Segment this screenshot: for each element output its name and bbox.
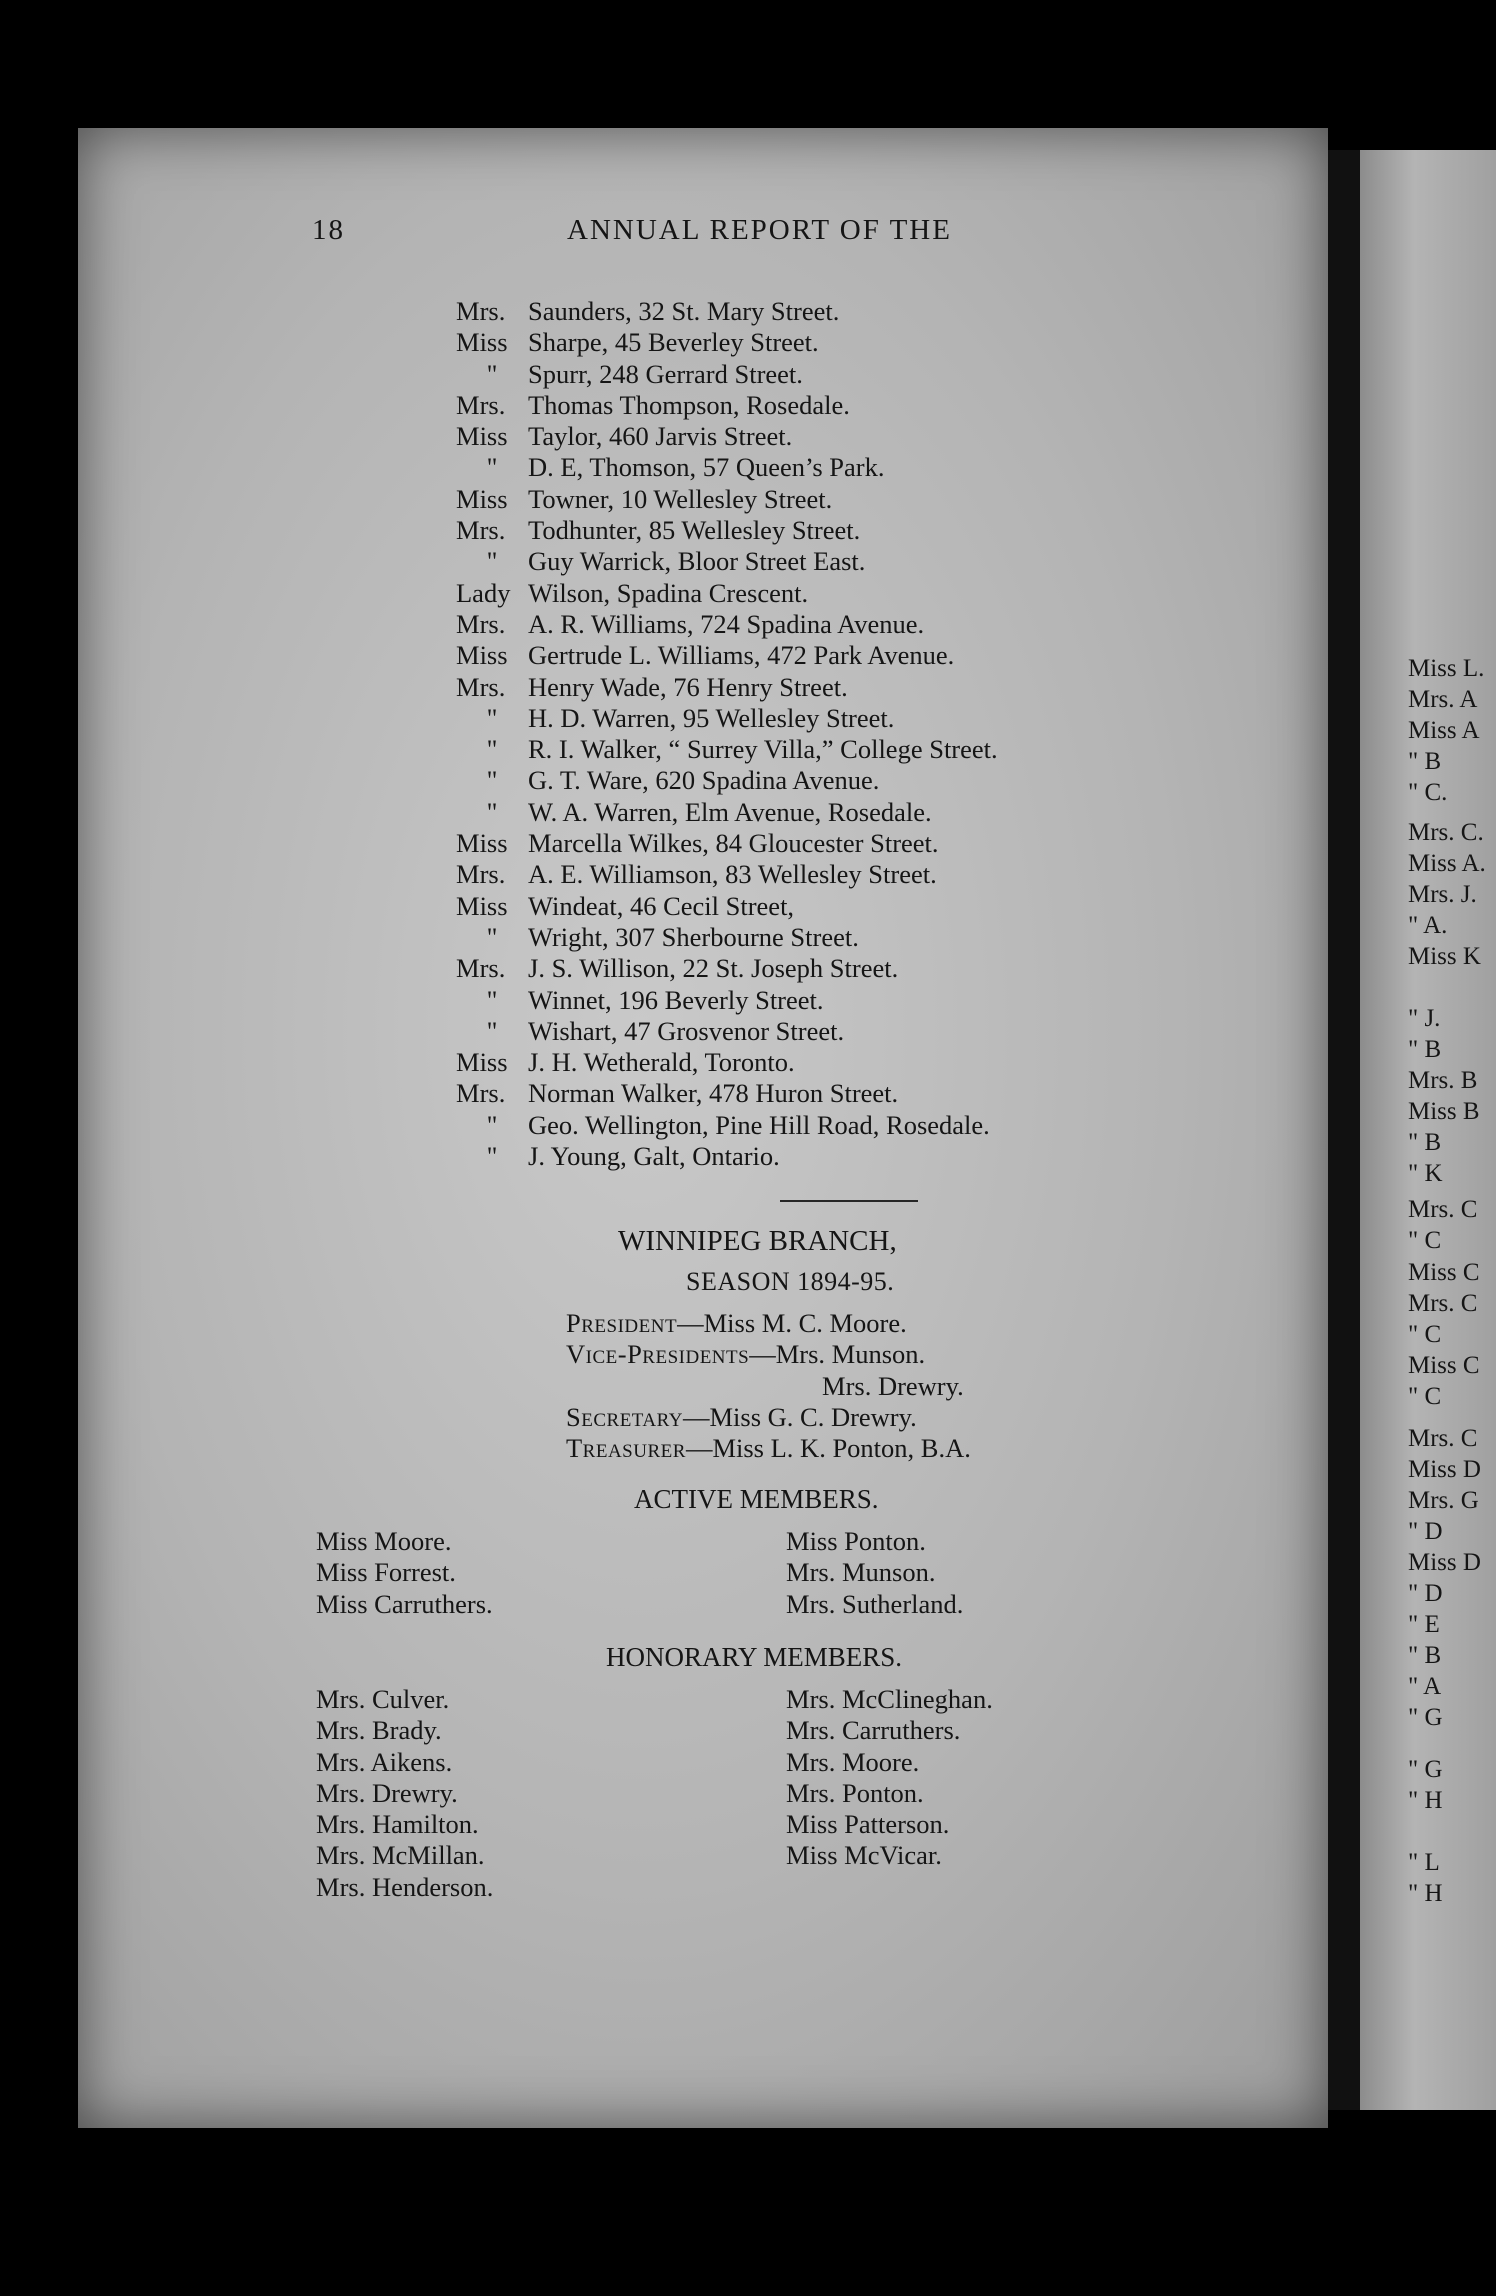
- list-item: [456, 985, 998, 1016]
- title-prefix: Miss: [456, 483, 508, 514]
- entry-text: H. D. Warren, 95 Wellesley Street.: [528, 702, 895, 733]
- book-gutter: [1328, 150, 1360, 2110]
- member-name: Mrs. Hamilton.: [316, 1809, 479, 1840]
- entry-text: Taylor, 460 Jarvis Street.: [528, 421, 793, 452]
- list-item: [456, 421, 998, 452]
- officer-name: —Miss L. K. Ponton, B.A.: [685, 1433, 971, 1464]
- entry-text: Gertrude L. Williams, 472 Park Avenue.: [528, 640, 955, 671]
- facing-page-line: " D: [1408, 1518, 1443, 1545]
- facing-page-line: Miss B: [1408, 1098, 1480, 1125]
- active-members-heading: ACTIVE MEMBERS.: [634, 1484, 879, 1514]
- member-name: Mrs. Ponton.: [786, 1777, 924, 1808]
- facing-page-line: " A.: [1408, 912, 1448, 939]
- ditto-mark: ": [486, 796, 498, 827]
- list-item: [456, 765, 998, 796]
- facing-page-line: Miss A: [1408, 717, 1480, 744]
- entry-text: G. T. Ware, 620 Spadina Avenue.: [528, 765, 880, 796]
- ditto-mark: ": [486, 984, 498, 1015]
- facing-page-line: " E: [1408, 1611, 1440, 1638]
- facing-page-line: Mrs. J.: [1408, 881, 1477, 908]
- entry-text: Wright, 307 Sherbourne Street.: [528, 921, 859, 952]
- list-item: [456, 828, 998, 859]
- title-prefix: Mrs.: [456, 859, 506, 890]
- facing-page-line: " H: [1408, 1880, 1443, 1907]
- facing-page-line: " C: [1408, 1321, 1442, 1348]
- entry-text: A. E. Williamson, 83 Wellesley Street.: [528, 859, 937, 890]
- facing-page-line: " C: [1408, 1227, 1442, 1254]
- entry-text: J. H. Wetherald, Toronto.: [528, 1047, 795, 1078]
- facing-page-line: " G: [1408, 1704, 1443, 1731]
- list-item: [456, 578, 998, 609]
- member-name: Miss Patterson.: [786, 1809, 950, 1840]
- member-name: Miss Moore.: [316, 1526, 452, 1556]
- entry-text: Henry Wade, 76 Henry Street.: [528, 671, 848, 702]
- facing-page-line: Mrs. A: [1408, 686, 1478, 713]
- season-text: SEASON 1894-95.: [686, 1267, 895, 1296]
- list-item: [456, 609, 998, 640]
- ditto-mark: ": [486, 702, 498, 733]
- page-header: [312, 214, 1212, 254]
- member-name: Mrs. Sutherland.: [786, 1588, 964, 1619]
- page-number: 18: [312, 214, 345, 246]
- list-item: [456, 1141, 998, 1172]
- entry-text: Thomas Thompson, Rosedale.: [528, 389, 850, 420]
- entry-text: A. R. Williams, 724 Spadina Avenue.: [528, 608, 925, 639]
- entry-text: Geo. Wellington, Pine Hill Road, Rosedale.: [528, 1109, 990, 1140]
- list-item: [456, 859, 998, 890]
- list-item: [456, 734, 998, 765]
- ditto-mark: ": [486, 546, 498, 577]
- entry-text: J. S. Willison, 22 St. Joseph Street.: [528, 953, 899, 984]
- list-item: [456, 953, 998, 984]
- list-item: [456, 1078, 998, 1109]
- entry-text: Marcella Wilkes, 84 Gloucester Street.: [528, 828, 939, 859]
- list-item: [456, 1110, 998, 1141]
- entry-text: Guy Warrick, Bloor Street East.: [528, 546, 866, 577]
- title-prefix: Mrs.: [456, 515, 506, 546]
- title-prefix: Mrs.: [456, 608, 506, 639]
- entry-text: Windeat, 46 Cecil Street,: [528, 890, 795, 921]
- member-name: Miss Carruthers.: [316, 1588, 493, 1619]
- facing-page-line: " B: [1408, 1129, 1442, 1156]
- facing-page-line: Mrs. C: [1408, 1290, 1478, 1317]
- member-name: Miss Ponton.: [786, 1526, 926, 1556]
- ditto-mark: ": [486, 452, 498, 483]
- honorary-members-heading: HONORARY MEMBERS.: [606, 1642, 903, 1672]
- title-prefix: Miss: [456, 640, 508, 671]
- member-name: Mrs. Carruthers.: [786, 1715, 961, 1746]
- facing-page-line: " G: [1408, 1756, 1443, 1783]
- active-members-right-column: [786, 1526, 963, 1620]
- facing-page-line: " C.: [1408, 779, 1448, 806]
- honorary-members-right-column: [786, 1684, 993, 1872]
- section-divider: [780, 1200, 918, 1202]
- member-name: Mrs. Aikens.: [316, 1746, 453, 1777]
- entry-text: Wilson, Spadina Crescent.: [528, 577, 809, 608]
- title-prefix: Miss: [456, 1047, 508, 1078]
- ditto-mark: ": [486, 1141, 498, 1172]
- facing-page-line: Miss K: [1408, 943, 1481, 970]
- ditto-mark: ": [486, 921, 498, 952]
- officer-role: President: [566, 1308, 678, 1338]
- entry-text: D. E, Thomson, 57 Queen’s Park.: [528, 452, 885, 483]
- member-name: Mrs. McClineghan.: [786, 1684, 993, 1714]
- facing-page-line: Mrs. B: [1408, 1067, 1478, 1094]
- officer-role: Secretary: [566, 1401, 683, 1432]
- title-prefix: Miss: [456, 421, 508, 452]
- list-item: [456, 703, 998, 734]
- facing-page-line: Mrs. C.: [1408, 819, 1484, 846]
- title-prefix: Mrs.: [456, 1078, 506, 1109]
- entry-text: Winnet, 196 Beverly Street.: [528, 984, 824, 1015]
- member-name: Mrs. McMillan.: [316, 1840, 485, 1871]
- facing-page-line: Miss C: [1408, 1259, 1480, 1286]
- officer-line: [822, 1371, 964, 1402]
- member-name: Mrs. Henderson.: [316, 1871, 494, 1902]
- entry-text: Towner, 10 Wellesley Street.: [528, 483, 833, 514]
- ditto-mark: ": [486, 1015, 498, 1046]
- entry-text: R. I. Walker, “ Surrey Villa,” College Street.: [528, 734, 998, 765]
- list-item: [456, 1047, 998, 1078]
- list-item: [456, 390, 998, 421]
- member-name: Mrs. Munson.: [786, 1557, 936, 1588]
- facing-page-line: " D: [1408, 1580, 1443, 1607]
- title-prefix: Miss: [456, 828, 508, 859]
- title-prefix: Miss: [456, 327, 508, 358]
- list-item: [456, 359, 998, 390]
- member-name: Miss McVicar.: [786, 1840, 942, 1871]
- active-members-left-column: [316, 1526, 493, 1620]
- title-prefix: Mrs.: [456, 389, 506, 420]
- ditto-mark: ": [486, 734, 498, 765]
- facing-page-line: " L: [1408, 1849, 1440, 1876]
- list-item: [456, 891, 998, 922]
- facing-page-line: Mrs. G: [1408, 1487, 1479, 1514]
- branch-title: WINNIPEG BRANCH,: [618, 1225, 897, 1257]
- member-name: Miss Forrest.: [316, 1557, 456, 1588]
- entry-text: J. Young, Galt, Ontario.: [528, 1141, 780, 1172]
- facing-page-line: " J.: [1408, 1005, 1441, 1032]
- honorary-members-left-column: [316, 1684, 493, 1903]
- list-item: [456, 327, 998, 358]
- entry-text: Wishart, 47 Grosvenor Street.: [528, 1015, 845, 1046]
- officer-role: Vice-Presidents: [566, 1339, 750, 1370]
- facing-page-line: " A: [1408, 1673, 1442, 1700]
- facing-page-line: Mrs. C: [1408, 1425, 1478, 1452]
- facing-page-line: Miss L.: [1408, 655, 1485, 682]
- entry-text: Norman Walker, 478 Huron Street.: [528, 1078, 899, 1109]
- facing-page-line: Miss D: [1408, 1549, 1481, 1576]
- title-prefix: Mrs.: [456, 671, 506, 702]
- facing-page-line: " K: [1408, 1160, 1443, 1187]
- facing-page-line: Mrs. C: [1408, 1196, 1478, 1223]
- entry-text: W. A. Warren, Elm Avenue, Rosedale.: [528, 796, 932, 827]
- title-prefix: Lady: [456, 577, 511, 608]
- list-item: [456, 1016, 998, 1047]
- entry-text: Saunders, 32 St. Mary Street.: [528, 296, 840, 326]
- member-name: Mrs. Brady.: [316, 1715, 442, 1746]
- officer-line: [566, 1339, 925, 1370]
- list-item: [456, 296, 998, 327]
- officer-line: [566, 1308, 907, 1339]
- season-line: [686, 1266, 894, 1297]
- facing-page-line: " C: [1408, 1383, 1442, 1410]
- officer-name: —Miss M. C. Moore.: [677, 1308, 907, 1338]
- officer-name: —Miss G. C. Drewry.: [682, 1401, 917, 1432]
- facing-page-line: " B: [1408, 748, 1442, 775]
- officer-line: [566, 1433, 971, 1464]
- facing-page-line: " B: [1408, 1036, 1442, 1063]
- list-item: [456, 452, 998, 483]
- ditto-mark: ": [486, 358, 498, 389]
- member-address-list: [456, 296, 998, 1172]
- facing-page-line: Miss A.: [1408, 850, 1486, 877]
- officer-line: [566, 1402, 917, 1433]
- facing-page-line: " B: [1408, 1642, 1442, 1669]
- list-item: [456, 672, 998, 703]
- list-item: [456, 484, 998, 515]
- list-item: [456, 515, 998, 546]
- member-name: Mrs. Culver.: [316, 1684, 450, 1714]
- officer-role: Treasurer: [566, 1433, 686, 1464]
- title-prefix: Mrs.: [456, 953, 506, 984]
- entry-text: Spurr, 248 Gerrard Street.: [528, 358, 803, 389]
- list-item: [456, 797, 998, 828]
- officer-name: —Mrs. Munson.: [749, 1339, 926, 1370]
- running-title: ANNUAL REPORT OF THE: [567, 214, 952, 246]
- list-item: [456, 546, 998, 577]
- entry-text: Todhunter, 85 Wellesley Street.: [528, 515, 861, 546]
- facing-page-line: " H: [1408, 1787, 1443, 1814]
- list-item: [456, 640, 998, 671]
- officer-name: Mrs. Drewry.: [822, 1370, 964, 1401]
- title-prefix: Mrs.: [456, 296, 506, 326]
- member-name: Mrs. Drewry.: [316, 1777, 458, 1808]
- ditto-mark: ": [486, 765, 498, 796]
- facing-page-line: Miss C: [1408, 1352, 1480, 1379]
- facing-page-line: Miss D: [1408, 1456, 1481, 1483]
- list-item: [456, 922, 998, 953]
- entry-text: Sharpe, 45 Beverley Street.: [528, 327, 819, 358]
- ditto-mark: ": [486, 1109, 498, 1140]
- facing-page-fragment: [1360, 150, 1496, 2110]
- member-name: Mrs. Moore.: [786, 1746, 920, 1777]
- title-prefix: Miss: [456, 890, 508, 921]
